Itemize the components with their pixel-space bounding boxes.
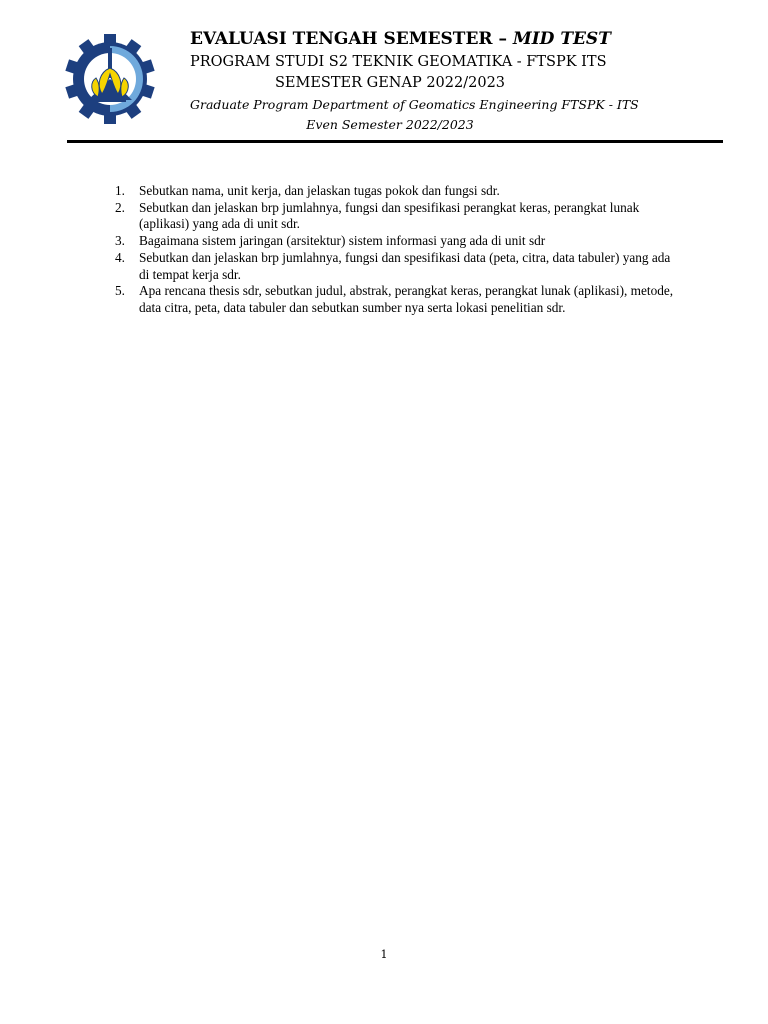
question-list	[113, 183, 683, 317]
title-italic: MID TEST	[512, 29, 611, 49]
question-text: Bagaimana sistem jaringan (arsitektur) sistem informasi yang ada di unit sdr	[139, 233, 546, 249]
semester-line: SEMESTER GENAP 2022/2023	[274, 75, 506, 91]
document-header	[190, 26, 639, 134]
page-number: 1	[380, 948, 388, 961]
list-item	[113, 183, 683, 200]
list-item	[113, 250, 683, 283]
question-text: Sebutkan nama, unit kerja, dan jelaskan tugas pokok dan fungsi sdr.	[139, 183, 500, 198]
english-program-line: Graduate Program Department of Geomatics Engineering FTSPK - ITS	[190, 97, 639, 112]
question-number: 1.	[115, 183, 125, 198]
question-text: Sebutkan dan jelaskan brp jumlahnya, fungsi dan spesifikasi perangkat keras, perangkat lunak (aplikasi) yang ada di unit sdr.	[139, 199, 640, 232]
its-logo-icon	[60, 34, 160, 124]
english-semester-line: Even Semester 2022/2023	[306, 117, 474, 132]
question-number: 3.	[115, 233, 125, 249]
question-number: 4.	[115, 249, 125, 265]
title-main: EVALUASI TENGAH SEMESTER –	[190, 29, 513, 49]
question-text: Sebutkan dan jelaskan brp jumlahnya, fungsi dan spesifikasi data (peta, citra, data tabuler) yang ada di tempat kerja sdr.	[139, 249, 671, 282]
question-text: Apa rencana thesis sdr, sebutkan judul, abstrak, perangkat keras, perangkat lunak (aplikasi), metode, data citra, peta, data tabuler dan sebutkan sumber nya serta lokasi penelitian sdr.	[139, 283, 674, 315]
list-item	[113, 233, 683, 250]
page-title	[190, 26, 611, 52]
question-number: 2.	[115, 199, 125, 215]
list-item	[113, 283, 683, 316]
list-item	[113, 200, 683, 233]
header-divider	[67, 140, 723, 143]
program-line: PROGRAM STUDI S2 TEKNIK GEOMATIKA - FTSPK ITS	[190, 54, 607, 70]
question-number: 5.	[115, 283, 125, 299]
